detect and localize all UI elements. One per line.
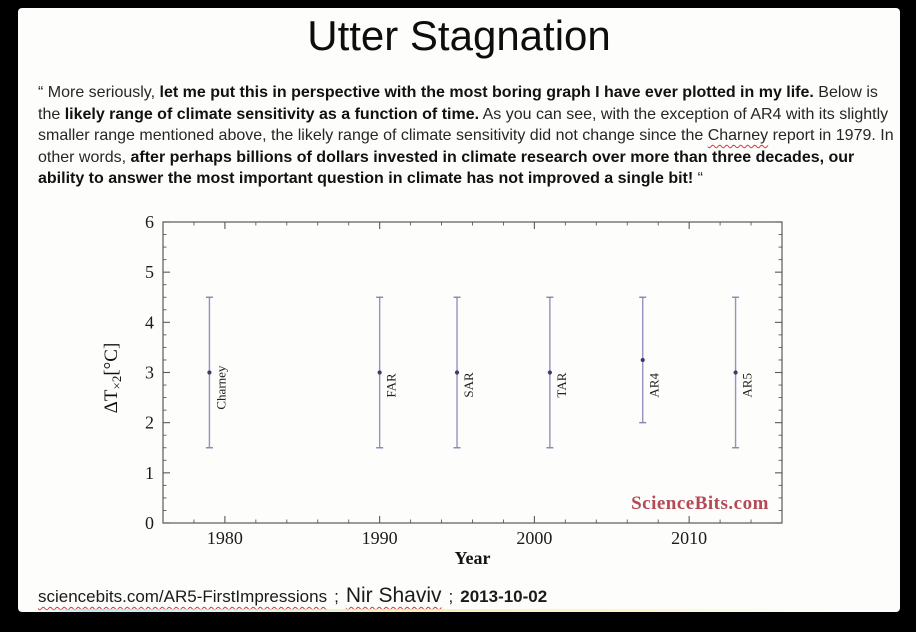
best-estimate-dot [378,370,382,374]
y-tick-label: 6 [145,212,154,232]
quote-segment: Charney [707,127,769,144]
climate-sensitivity-chart [18,208,900,580]
citation-footer [38,584,547,608]
best-estimate-dot [455,370,459,374]
quote-paragraph [38,82,894,190]
y-tick-label: 0 [145,513,154,533]
y-tick-label: 4 [145,312,154,333]
best-estimate-dot [548,370,552,374]
y-axis-title: $\Delta T_{\times 2}[^\circ C]$ [101,342,124,414]
slide-title: Utter Stagnation [307,12,611,59]
quote-segment: As you can see, with the exception of AR4 with its slightly smaller range mentioned above, the likely range of climate sensitivity did not change since the [38,105,889,144]
best-estimate-dot [733,370,737,374]
error-bar-sar [454,297,477,448]
quote-segment: “ More seriously, [38,84,160,101]
separator: ; [448,587,454,606]
error-bar-ar5 [732,297,755,448]
error-bar-ar4 [639,297,662,422]
point-label: TAR [553,372,569,398]
quote-segment: after perhaps billions of dollars invested in climate research over more than three decades, our ability to answer the most important question in climate has not improved a single bit! [38,148,855,187]
x-tick-label: 2000 [516,528,553,548]
sciencebits-watermark: ScienceBits.com [631,493,769,514]
point-label: SAR [461,372,477,398]
y-tick-label: 3 [145,362,154,383]
x-tick-label: 1980 [206,528,243,548]
point-label: AR5 [739,373,755,398]
error-bar-tar [546,297,569,448]
quote-segment: report in 1979. In other words, [38,127,894,166]
best-estimate-dot [207,370,211,374]
error-bar-far [376,297,399,448]
x-tick-label: 2010 [671,528,708,548]
point-label: AR4 [646,373,662,398]
best-estimate-dot [641,358,645,362]
y-tick-label: 2 [145,412,154,433]
error-bar-charney [206,297,229,448]
sensitivity-errorbar-plot [18,208,900,580]
source-url: sciencebits.com/AR5-FirstImpressions [38,587,328,606]
point-label: FAR [383,373,399,398]
author-name: Nir Shaviv [345,584,442,607]
separator: ; [334,587,339,606]
y-tick-label: 1 [145,462,154,483]
x-tick-label: 1990 [361,528,398,548]
quote-segment: likely range of climate sensitivity as a function of time. [64,105,480,123]
quote-segment: Below is the [38,84,878,123]
point-label: Charney [213,365,229,410]
y-tick-label: 5 [145,262,154,283]
presentation-slide [18,8,900,612]
x-axis-title: Year [454,548,491,568]
scan-edge-artifact [36,609,847,612]
quote-segment: let me put this in perspective with the most boring graph I have ever plotted in my life. [159,84,814,101]
date-label: 2013-10-02 [460,587,548,606]
quote-segment: “ [697,170,703,187]
